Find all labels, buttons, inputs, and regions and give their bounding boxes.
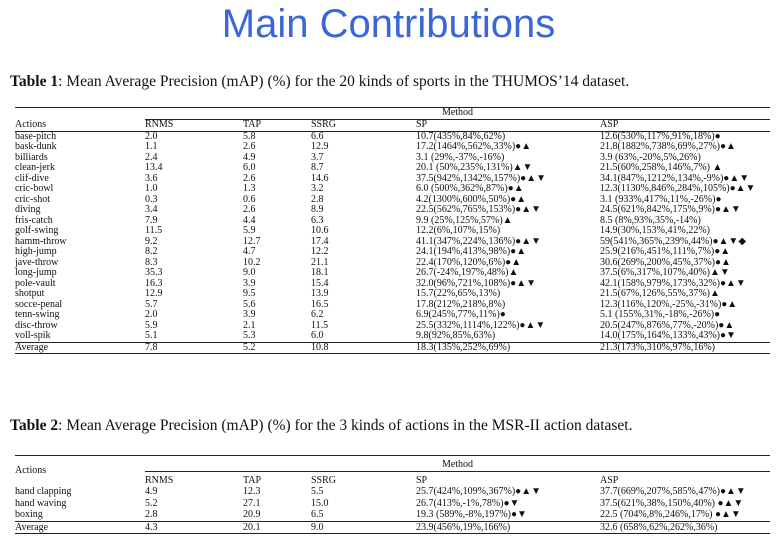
cell-ssrg: 12.9: [311, 141, 329, 152]
cell-rnms: 5.1: [145, 330, 158, 341]
table1-col-rnms: RNMS: [145, 119, 243, 131]
cell-rnms: 13.4: [145, 162, 163, 173]
cell-sp: 24.1(194%,413%,98%)●▲: [416, 246, 527, 257]
cell-action: cric-shot: [15, 193, 50, 205]
table1-col-ssrg: SSRG: [311, 119, 416, 131]
cell-action: cric-bowl: [15, 183, 54, 194]
cell-sp: 17.8(212%,218%,8%): [416, 298, 506, 310]
cell-rnms: 11.5: [145, 225, 163, 236]
cell-action: pole-vault: [15, 277, 56, 289]
cell-ssrg: 18.1: [311, 267, 329, 278]
table1-col-asp: ASP: [600, 119, 770, 131]
cell-tap: 2.6: [243, 204, 256, 215]
cell-tap: 5.8: [243, 130, 256, 142]
cell-action: diving: [15, 204, 41, 215]
cell-tap: 2.6: [243, 172, 256, 184]
cell-asp: 30.6(269%,200%,45%,37%)●▲: [600, 256, 731, 268]
cell-rnms: 2.0: [145, 130, 158, 142]
table1-caption-text: : Mean Average Precision (mAP) (%) for the 20 kinds of sports in the THUMOS’14 dataset.: [58, 73, 630, 90]
cell-ssrg: 8.7: [311, 162, 324, 173]
slide-title: Main Contributions: [221, 2, 556, 46]
table1-col-tap: TAP: [243, 119, 311, 131]
cell-asp: 22.5 (704%,8%,246%,17%) ●▲▼: [600, 509, 741, 520]
cell-asp: 20.5(247%,876%,77%,-20%)●▲: [600, 319, 735, 331]
cell-asp: 21.8(1882%,738%,69%,27%)●▲: [600, 141, 736, 152]
cell-sp: 26.7(-24%,197%,48%)▲: [416, 267, 519, 278]
table2-method-header: Method: [145, 456, 770, 472]
table-row: [15, 310, 770, 321]
cell-sp: 4.2(1300%,600%,50%)●▲: [416, 193, 527, 205]
table1-method-header: Method: [145, 108, 770, 120]
cell-sp: 3.1 (29%,-37%,-16%): [416, 151, 505, 163]
table2-caption-text: : Mean Average Precision (mAP) (%) for the 3 kinds of actions in the MSR-II action dataset.: [58, 417, 633, 434]
cell-sp: 10.7(435%,84%,62%): [416, 130, 506, 142]
cell-tap: 12.7: [243, 235, 261, 247]
table1-col-actions: Actions: [15, 119, 145, 131]
table1-average-label: Average: [15, 342, 145, 354]
cell-asp: 5.1 (155%,31%,-18%,-26%)●: [600, 309, 721, 320]
cell-sp: 25.5(332%,1114%,122%)●▲▼: [416, 319, 546, 331]
cell-action: bask-dunk: [15, 141, 57, 152]
cell-ssrg: 15.4: [311, 277, 329, 289]
cell-rnms: 2.0: [145, 309, 158, 320]
cell-rnms: 12.9: [145, 288, 163, 299]
cell-action: hand clapping: [15, 486, 72, 497]
table1-average-ssrg: 10.8: [311, 342, 416, 354]
table1-header-row: [15, 119, 770, 131]
cell-tap: 4.4: [243, 214, 256, 226]
cell-asp: 21.5(60%,258%,146%,7%) ▲: [600, 162, 723, 173]
cell-asp: 14.0(175%,164%,133%,43%)●▼: [600, 330, 736, 341]
cell-rnms: 1.1: [145, 141, 158, 152]
cell-sp: 25.7(424%,109%,367%)●▲▼: [416, 486, 541, 497]
cell-ssrg: 16.5: [311, 298, 329, 310]
cell-ssrg: 5.5: [311, 486, 324, 497]
cell-tap: 2.6: [243, 141, 256, 152]
cell-ssrg: 15.0: [311, 497, 329, 509]
cell-tap: 0.6: [243, 193, 256, 205]
cell-asp: 24.5(621%,842%,175%,9%)●▲▼: [600, 204, 741, 215]
cell-sp: 22.4(170%,120%,6%)●▲: [416, 256, 522, 268]
table-row: [15, 205, 770, 216]
cell-ssrg: 6.3: [311, 214, 324, 226]
cell-ssrg: 6.6: [311, 130, 324, 142]
table-row: [15, 142, 770, 153]
cell-action: high-jump: [15, 246, 57, 257]
table-row: [15, 486, 770, 498]
table1-average-row: [15, 342, 770, 354]
cell-tap: 1.3: [243, 183, 256, 194]
cell-rnms: 3.6: [145, 172, 158, 184]
cell-sp: 26.7(413%,-1%,78%)●▼: [416, 497, 520, 509]
cell-asp: 12.3(1130%,846%,284%,105%)●▲▼: [600, 183, 756, 194]
table2-col-ssrg: SSRG: [311, 471, 416, 486]
cell-rnms: 8.2: [145, 246, 158, 257]
cell-sp: 9.8(92%,85%,63%): [416, 330, 496, 341]
cell-sp: 6.9(245%,77%,11%)●: [416, 309, 506, 320]
table2-col-sp: SP: [416, 471, 600, 486]
cell-sp: 32.0(96%,721%,108%)●▲▼: [416, 277, 536, 289]
cell-action: golf-swing: [15, 225, 59, 236]
cell-action: disc-throw: [15, 319, 58, 331]
cell-ssrg: 6.2: [311, 309, 324, 320]
cell-action: clif-dive: [15, 172, 49, 184]
cell-rnms: 0.3: [145, 193, 158, 205]
cell-rnms: 8.3: [145, 256, 158, 268]
cell-ssrg: 13.9: [311, 288, 329, 299]
table1-average-tap: 5.2: [243, 342, 311, 354]
cell-asp: 14.9(30%,153%,41%,22%): [600, 225, 710, 236]
table1-average-sp: 18.3(135%,252%,69%): [416, 342, 600, 354]
cell-ssrg: 3.2: [311, 183, 324, 194]
table2-caption-label: Table 2: [10, 417, 59, 434]
cell-ssrg: 3.7: [311, 151, 324, 163]
cell-asp: 25.9(216%,451%,111%,7%)●▲: [600, 246, 731, 257]
cell-rnms: 9.2: [145, 235, 158, 247]
cell-tap: 4.7: [243, 246, 256, 257]
table1-average-asp: 21.3(173%,310%,97%,16%): [600, 342, 770, 354]
cell-tap: 10.2: [243, 256, 261, 268]
table1: [15, 107, 770, 354]
cell-asp: 34.1(847%,1212%,134%,-9%)●▲▼: [600, 172, 750, 184]
table2-average-row: [15, 521, 770, 534]
table2-average-sp: 23.9(456%,19%,166%): [416, 521, 600, 534]
cell-ssrg: 14.6: [311, 172, 329, 184]
cell-ssrg: 10.6: [311, 225, 329, 236]
table-row: [15, 268, 770, 279]
table-row: [15, 509, 770, 521]
cell-asp: 12.6(530%,117%,91%,18%)●: [600, 130, 721, 142]
cell-sp: 22.5(562%,765%,153%)●▲▼: [416, 204, 541, 215]
cell-sp: 41.1(347%,224%,136%)●▲▼: [416, 235, 541, 247]
cell-asp: 42.1(158%,979%,173%,32%)●▲▼: [600, 277, 746, 289]
cell-sp: 17.2(1464%,562%,33%)●▲: [416, 141, 532, 152]
cell-ssrg: 2.8: [311, 193, 324, 205]
table1-caption-label: Table 1: [10, 73, 59, 90]
cell-tap: 9.5: [243, 288, 256, 299]
table2-col-tap: TAP: [243, 471, 311, 486]
cell-rnms: 3.4: [145, 204, 158, 215]
table1-average-rnms: 7.8: [145, 342, 243, 354]
cell-asp: 37.5(621%,38%,150%,40%) ●▲▼: [600, 497, 744, 509]
cell-ssrg: 8.9: [311, 204, 324, 215]
cell-rnms: 4.9: [145, 486, 158, 497]
cell-asp: 12.3(116%,120%,-25%,-31%)●▲: [600, 298, 738, 310]
cell-tap: 2.1: [243, 319, 256, 331]
cell-action: tenn-swing: [15, 309, 60, 320]
table2-col-actions: Actions: [15, 456, 145, 487]
cell-rnms: 5.2: [145, 497, 158, 509]
cell-action: hamm-throw: [15, 235, 67, 247]
table-row: [15, 226, 770, 237]
cell-sp: 19.3 (589%,-8%,197%)●▼: [416, 509, 527, 520]
cell-tap: 27.1: [243, 497, 261, 509]
table2-col-rnms: RNMS: [145, 471, 243, 486]
cell-asp: 8.5 (8%,93%,35%,-14%): [600, 214, 701, 226]
table-row: [15, 289, 770, 300]
table-row: [15, 331, 770, 342]
cell-action: voll-spik: [15, 330, 51, 341]
table2-average-tap: 20.1: [243, 521, 311, 534]
cell-asp: 37.7(669%,207%,585%,47%)●▲▼: [600, 486, 746, 497]
table2-average-rnms: 4.3: [145, 521, 243, 534]
cell-tap: 4.9: [243, 151, 256, 163]
cell-tap: 5.6: [243, 298, 256, 310]
cell-asp: 21.5(67%,126%,55%,37%)▲: [600, 288, 720, 299]
cell-action: jave-throw: [15, 256, 59, 268]
cell-action: base-pitch: [15, 130, 57, 142]
cell-ssrg: 11.5: [311, 319, 329, 331]
cell-rnms: 2.8: [145, 509, 158, 520]
cell-tap: 9.0: [243, 267, 256, 278]
cell-action: fris-catch: [15, 214, 53, 226]
table1-col-sp: SP: [416, 119, 600, 131]
cell-rnms: 5.9: [145, 319, 158, 331]
cell-asp: 3.9 (63%,-20%,5%,26%): [600, 151, 701, 163]
cell-tap: 5.3: [243, 330, 256, 341]
cell-asp: 37.5(6%,317%,107%,40%)▲▼: [600, 267, 730, 278]
table-row: [15, 498, 770, 510]
table2-average-asp: 32.6 (658%,62%,262%,36%): [600, 521, 770, 534]
cell-sp: 9.9 (25%,125%,57%)▲: [416, 214, 513, 226]
cell-tap: 20.9: [243, 509, 261, 520]
table-row: [15, 247, 770, 258]
table2: [15, 455, 770, 534]
table2-average-label: Average: [15, 521, 145, 534]
cell-tap: 6.0: [243, 162, 256, 173]
cell-action: clean-jerk: [15, 162, 55, 173]
cell-rnms: 1.0: [145, 183, 158, 194]
table-row: [15, 163, 770, 174]
cell-rnms: 5.7: [145, 298, 158, 310]
cell-ssrg: 6.0: [311, 330, 324, 341]
cell-rnms: 16.3: [145, 277, 163, 289]
cell-tap: 12.3: [243, 486, 261, 497]
table2-average-ssrg: 9.0: [311, 521, 416, 534]
cell-ssrg: 12.2: [311, 246, 329, 257]
cell-action: hand waving: [15, 497, 67, 509]
table-row: [15, 184, 770, 195]
cell-tap: 3.9: [243, 309, 256, 320]
cell-sp: 15.7(22%,65%,13%): [416, 288, 501, 299]
cell-action: boxing: [15, 509, 43, 520]
cell-action: shotput: [15, 288, 45, 299]
table1-caption: [10, 73, 629, 91]
cell-tap: 5.9: [243, 225, 256, 236]
cell-action: socce-penal: [15, 298, 63, 310]
cell-ssrg: 6.5: [311, 509, 324, 520]
cell-rnms: 2.4: [145, 151, 158, 163]
table2-caption: [10, 417, 632, 435]
cell-rnms: 35.3: [145, 267, 163, 278]
cell-ssrg: 21.1: [311, 256, 329, 268]
table2-col-asp: ASP: [600, 471, 770, 486]
cell-action: long-jump: [15, 267, 57, 278]
cell-sp: 12.2(6%,107%,15%): [416, 225, 501, 236]
cell-action: billiards: [15, 151, 48, 163]
cell-sp: 20.1 (50%,235%,131%)▲▼: [416, 162, 533, 173]
cell-sp: 37.5(942%,1342%,157%)●▲▼: [416, 172, 546, 184]
cell-sp: 6.0 (500%,362%,87%)●▲: [416, 183, 524, 194]
cell-rnms: 7.9: [145, 214, 158, 226]
cell-asp: 59(541%,365%,239%,44%)●▲▼◆: [600, 235, 747, 247]
cell-tap: 3.9: [243, 277, 256, 289]
cell-asp: 3.1 (933%,417%,11%,-26%)●: [600, 193, 722, 205]
cell-ssrg: 17.4: [311, 235, 329, 247]
